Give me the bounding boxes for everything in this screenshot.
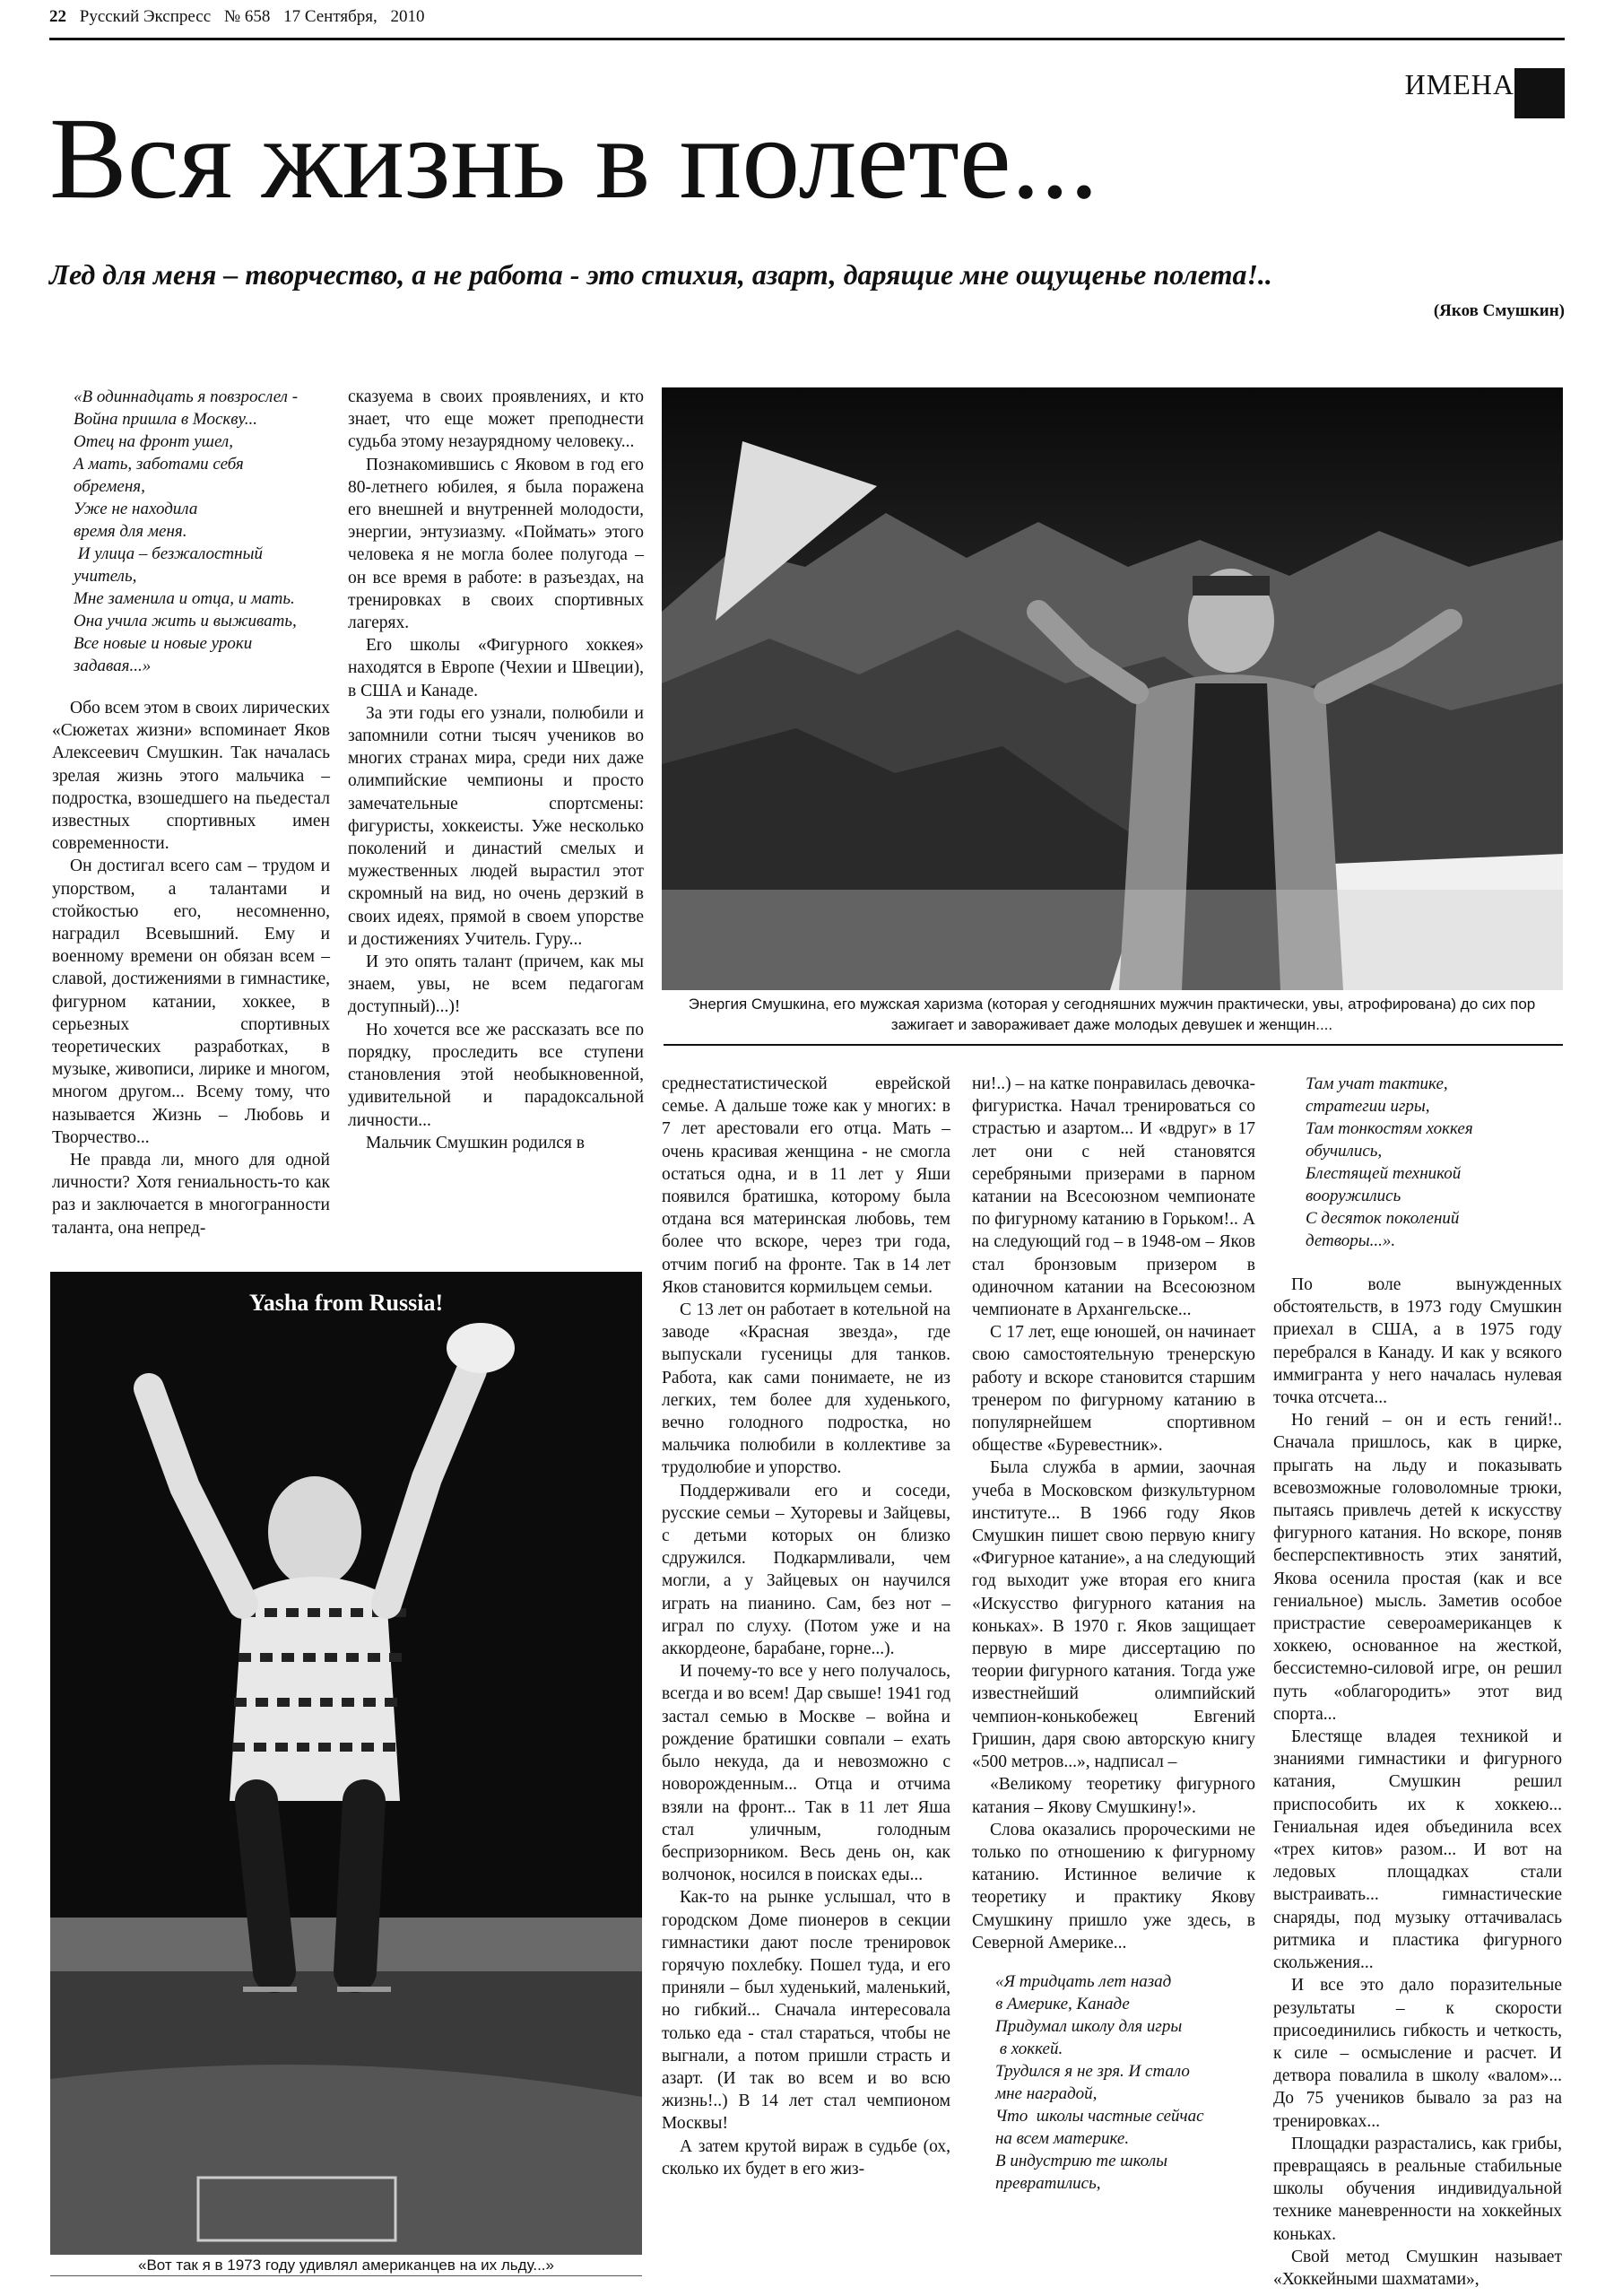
paragraph: Он достигал всего сам – трудом и упорством, а талантами и стойкостью его, несомненно, наградил Всевышний. Ему и военному времени он обязан всем – славой, достижениями в гимнастике, фигурном катании, хоккее, в серьезных спортивных теоретических разработках, в музыке, живописи, лирике и многом, многом другом... Всему тому, что называется Жизнь – Любовь и Творчество... bbox=[52, 857, 330, 1147]
paragraph: Слова оказались пророческими не только по отношению к фигурному катанию. Истинное величие к теоретику и практику Якову Смушкину пришло уже здесь, в Северной Америке... bbox=[972, 1820, 1255, 1952]
poem-line: время для меня. bbox=[74, 522, 187, 541]
photo-mountains-image bbox=[662, 387, 1563, 990]
photo-overlay-text: Yasha from Russia! bbox=[248, 1290, 444, 1316]
paragraph: И почему-то все у него получалось, всегда и во всем! Дар свыше! 1941 год застал семью в Москве – война и рождение братишки совпали – ехать было некуда, да и невозможно с новорожденным... Отца и отчима взяли на фронт... Так в 11 лет Яша стал уличным, голодным беспризорником. Весь день он, как волчонок, носился в поисках еды... bbox=[662, 1662, 950, 1885]
paragraph: И все это дало поразительные результаты – к скорости присоединились гибкость и четкость, к силе – осмысление и расчет. И детвора повалила в школу «валом»... До 75 учеников бывало за раз на тренировках... bbox=[1273, 1976, 1562, 2131]
section-label: ИМЕНА bbox=[1404, 68, 1514, 100]
poem-line: «В одиннадцать я повзрослел - bbox=[74, 387, 299, 406]
subheadline: Лед для меня – творчество, а не работа - это стихия, азарт, дарящие мне ощущенье полета!.. bbox=[49, 258, 1272, 291]
poem-line: на всем материке. bbox=[995, 2128, 1130, 2148]
attribution: (Яков Смушкин) bbox=[1433, 301, 1565, 320]
poem-line: «Я тридцать лет назад bbox=[995, 1971, 1172, 1991]
paragraph: Не правда ли, много для одной личности? Хотя гениальность-то как раз и заключается в многогранности таланта, она непред- bbox=[52, 1151, 330, 1238]
page-header bbox=[49, 5, 1565, 40]
poem-line: Придумал школу для игры bbox=[995, 2016, 1183, 2036]
poem-line: И улица – безжалостный bbox=[74, 544, 263, 563]
issue-date: 17 Сентября, bbox=[283, 7, 377, 26]
poem-line: Уже не находила bbox=[74, 500, 198, 518]
paragraph: И это опять талант (причем, как мы знаем, увы, не всем педагогам доступный)...)! bbox=[348, 952, 644, 1017]
column-5 bbox=[1273, 1073, 1562, 2291]
poem-line: в Америке, Канаде bbox=[995, 1994, 1130, 2013]
headline: Вся жизнь в полете... bbox=[49, 94, 1099, 223]
poem-line: В индустрию те школы bbox=[995, 2151, 1167, 2170]
epigraph-poem bbox=[74, 386, 330, 677]
poem-line: Война пришла в Москву... bbox=[74, 410, 258, 429]
paragraph: Мальчик Смушкин родился в bbox=[366, 1133, 585, 1152]
paragraph: Блестяще владея техникой и знаниями гимнастики и фигурного катания, Смушкин решил приспособить их к хоккею... Гениальная идея объединила всех «трех китов» разом... И вот на ледовых площадках стали выстраивать... гимнастические снаряды, под музыку оттачивалась ритмика и пластика фигурного скольжения... bbox=[1273, 1727, 1562, 1973]
poem-line: обучились, bbox=[1306, 1142, 1383, 1161]
photo-skater-caption: «Вот так я в 1973 году удивлял американцев на их льду...» bbox=[50, 2255, 642, 2275]
photo-mountains bbox=[662, 387, 1563, 990]
poem-line: детворы...». bbox=[1306, 1231, 1396, 1250]
poem-line: Что школы частные сейчас bbox=[995, 2106, 1204, 2126]
poem-line: Отец на фронт ушел, bbox=[74, 432, 233, 451]
poem-line: стратегии игры, bbox=[1306, 1097, 1430, 1116]
poem-line: вооружились bbox=[1306, 1187, 1401, 1205]
publication-name: Русский Экспресс bbox=[79, 7, 212, 26]
page-number: 22 bbox=[49, 7, 66, 26]
poem-line: обременя, bbox=[74, 477, 145, 496]
paragraph: среднестатистической еврейской семье. А дальше тоже как у многих: в 7 лет арестовали его отца. Мать – очень красивая женщина - не смогла остаться одна, и в 11 лет у Яши появился братишка, которому была отдана вся материнская любовь, тем более что вскоре, через три года, отчим погиб на фронте. Так в 14 лет Яков становится кормильцем семьи. bbox=[662, 1074, 950, 1297]
poem-line: Она учила жить и выживать, bbox=[74, 612, 297, 631]
paragraph: Свой метод Смушкин называет «Хоккейными шахматами», bbox=[1273, 2247, 1562, 2289]
paragraph: С 17 лет, еще юношей, он начинает свою самостоятельную тренерскую работу и вскоре становится старшим тренером по фигурному катанию в популярнейшем спортивном обществе «Буревестник». bbox=[972, 1323, 1255, 1456]
paragraph: С 13 лет он работает в котельной на заводе «Красная звезда», где выпускали гусеницы для танков. Работа, как сами понимаете, не из легких, тем более для худенького, вечно голодного подростка, но мальчика полюбили в коллективе за трудолюбие и упорство. bbox=[662, 1300, 950, 1478]
header-info bbox=[49, 7, 434, 27]
poem-line: мне наградой, bbox=[995, 2083, 1098, 2103]
paragraph: А затем крутой вираж в судьбе (ох, сколько их будет в его жиз- bbox=[662, 2136, 950, 2179]
photo-mountains-caption: Энергия Смушкина, его мужская харизма (которая у сегодняшних мужчин практически, увы, атрофирована) до сих пор зажигает и завораживает даже молодых девушек и женщин.... bbox=[688, 996, 1536, 1033]
poem-line: Там учат тактике, bbox=[1306, 1074, 1448, 1093]
paragraph: Была служба в армии, заочная учеба в Московском физкультурном институте... В 1966 году Яков Смушкин пишет свою первую книгу «Фигурное катание», а на следующий год выходит уже вторая его книга «Искусство фигурного катания на коньках». В 1970 г. Яков защищает первую в мире диссертацию по теории фигурного катания. Тогда уже известнейший олимпийский чемпион-конькобежец Евгений Гришин, даря свою авторскую книгу «500 метров...», надписал – bbox=[972, 1458, 1255, 1772]
column-2 bbox=[348, 386, 644, 1154]
paragraph: Обо всем этом в своих лирических «Сюжетах жизни» вспоминает Яков Алексеевич Смушкин. Так началась зрелая жизнь этого мальчика – подростка, взошедшего на пьедестал известных спортивных имен современности. bbox=[52, 699, 330, 854]
paragraph: Поддерживали его и соседи, русские семьи – Хуторевы и Зайцевы, с детьми которых он близко сдружился. Подкармливали, чем могли, а у Зайцевых он научился играть на пианино. Сам, без нот – играл по слуху. (Потом уже и на аккордеоне, барабане, горне...). bbox=[662, 1481, 950, 1659]
paragraph: «Великому теоретику фигурного катания – Якову Смушкину!». bbox=[972, 1775, 1255, 1817]
column-1 bbox=[52, 386, 330, 1239]
closing-poem-part-1 bbox=[995, 1970, 1255, 2195]
poem-line: учитель, bbox=[74, 567, 137, 586]
issue-number: № 658 bbox=[223, 7, 271, 26]
paragraph: Познакомившись с Яковом в год его 80-летнего юбилея, я была поражена его внешней и внутренней молодости, энергии, энтузиазму. «Поймать» этого человека я не могла более полугода – он все время в работе: в разъездах, на тренировках в своих спортивных лагерях. bbox=[348, 455, 644, 633]
paragraph: ни!..) – на катке понравилась девочка-фигуристка. Начал тренироваться со страстью и азартом... И «вдруг» в 17 лет они с ней становятся серебряными призерами в парном катании на Всесоюзном чемпионате по фигурному катанию в Горьком!.. А на следующий год – в 1948-ом – Яков стал бронзовым призером в одиночном катании на Всесоюзном чемпионате в Архангельске... bbox=[972, 1074, 1255, 1320]
issue-year: 2010 bbox=[390, 7, 425, 26]
column-3 bbox=[662, 1073, 950, 2180]
poem-line: С десяток поколений bbox=[1306, 1209, 1460, 1228]
paragraph: По воле вынужденных обстоятельств, в 1973 году Смушкин приехал в США, а в 1975 году перебрался в Канаду. И как у всякого иммигранта у него началась нулевая точка отсчета... bbox=[1273, 1275, 1562, 1408]
poem-line: превратились, bbox=[995, 2173, 1101, 2193]
paragraph: Площадки разрастались, как грибы, превращаясь в реальные стабильные школы обучения индивидуальной технике маневренности на хоккейных коньках. bbox=[1273, 2134, 1562, 2244]
photo-skater-image bbox=[50, 1272, 642, 2276]
poem-line: Все новые и новые уроки bbox=[74, 634, 253, 653]
column-4 bbox=[972, 1073, 1255, 2195]
poem-line: Мне заменила и отца, и мать. bbox=[74, 589, 295, 608]
paragraph: Его школы «Фигурного хоккея» находятся в Европе (Чехии и Швеции), в США и Канаде. bbox=[348, 636, 644, 700]
poem-line: Там тонкостям хоккея bbox=[1306, 1119, 1473, 1138]
paragraph: За эти годы его узнали, полюбили и запомнили сотни тысяч учеников во многих странах мира, среди них даже олимпийские чемпионы и просто замечательные спортсмены: фигуристы, хоккеисты. Уже несколько поколений и династий смелых и мужественных людей вырастил этот скромный на вид, но очень дерзкий в своих идеях, прямой в своем упорстве и достижениях Учитель. Гуру... bbox=[348, 703, 644, 949]
poem-line: Трудился я не зря. И стало bbox=[995, 2061, 1190, 2081]
poem-line: в хоккей. bbox=[995, 2039, 1063, 2058]
paragraph: Как-то на рынке услышал, что в городском Доме пионеров в секции гимнастики дают после тренировок горячую похлебку. Пошел туда, и его приняли – был худенький, маленький, но гибкий... Сначала интересовала только еда - стал стараться, чтобы не выгнали, а потом пришли страсть и азарт. (И так во всем и во всю жизнь!..) В 14 лет стал чемпионом Москвы! bbox=[662, 1888, 950, 2134]
paragraph: Но гений – он и есть гений!.. Сначала пришлось, как в цирке, прыгать на льду и показывать всевозможные головоломные трюки, пытаясь привлечь детей к искусству фигурного катания. Но вскоре, поняв бесперспективность этих занятий, Якова осенила простая (как и все гениальное) мысль. Заметив особое пристрастие североамериканцев к хоккею, основанное на жесткой, бессистемно-силовой игре, он решил путь «облагородить» этот вид спорта... bbox=[1273, 1411, 1562, 1724]
caption-divider bbox=[664, 1044, 1563, 1046]
photo-skater bbox=[50, 1272, 642, 2276]
poem-line: Блестящей техникой bbox=[1306, 1164, 1462, 1183]
closing-poem-part-2 bbox=[1306, 1073, 1562, 1252]
poem-line: задавая...» bbox=[74, 657, 152, 675]
section-header bbox=[1345, 34, 1565, 100]
paragraph: Но хочется все же рассказать все по порядку, проследить все ступени становления этой необыкновенной, удивительной и парадоксальной личности... bbox=[348, 1020, 644, 1130]
paragraph: сказуема в своих проявлениях, и кто знает, что еще может преподнести судьба этому незаурядному человеку... bbox=[348, 387, 644, 452]
poem-line: А мать, заботами себя bbox=[74, 455, 244, 474]
